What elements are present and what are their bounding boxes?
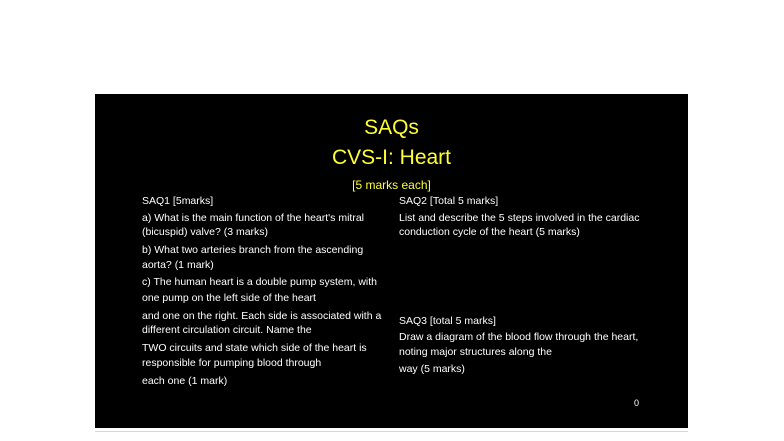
saq2-line: List and describe the 5 steps involved in the cardiac	[399, 212, 640, 224]
saq1-c-line: different circulation circuit. Name the	[142, 324, 312, 336]
saq1-c-line: one pump on the left side of the heart	[142, 292, 316, 304]
saq1-a-line: (bicuspid) valve? (3 marks)	[142, 226, 269, 238]
saq1-c-line: and one on the right. Each side is associated with a	[142, 310, 382, 322]
saq1-c-line: responsible for pumping blood through	[142, 357, 322, 369]
slide-title: SAQs	[364, 116, 419, 139]
saq3-line: noting major structures along the	[399, 346, 552, 358]
saq1-a-line: a) What is the main function of the heart's mitral	[142, 212, 365, 224]
saq2-line: conduction cycle of the heart (5 marks)	[399, 226, 580, 238]
saq1-b-line: aorta? (1 mark)	[142, 259, 214, 271]
slide-page-number: 0	[634, 398, 640, 408]
saq3-heading: SAQ3 [total 5 marks]	[399, 315, 496, 327]
saq1-c-line: TWO circuits and state which side of the heart is	[142, 342, 367, 354]
saq2-heading: SAQ2 [Total 5 marks]	[399, 195, 499, 207]
saq3-line: way (5 marks)	[399, 363, 465, 375]
saq1-b-line: b) What two arteries branch from the ascending	[142, 244, 364, 256]
saq1-c-line: each one (1 mark)	[142, 375, 228, 387]
slide-subtitle: [5 marks each]	[352, 178, 431, 192]
slide	[95, 94, 688, 428]
saq1-c-line: c) The human heart is a double pump system, with	[142, 276, 378, 288]
saq1-heading: SAQ1 [5marks]	[142, 195, 214, 207]
saq3-line: Draw a diagram of the blood flow through the heart,	[399, 331, 639, 343]
slide-title-topic: CVS-I: Heart	[331, 146, 452, 169]
divider	[95, 431, 688, 432]
